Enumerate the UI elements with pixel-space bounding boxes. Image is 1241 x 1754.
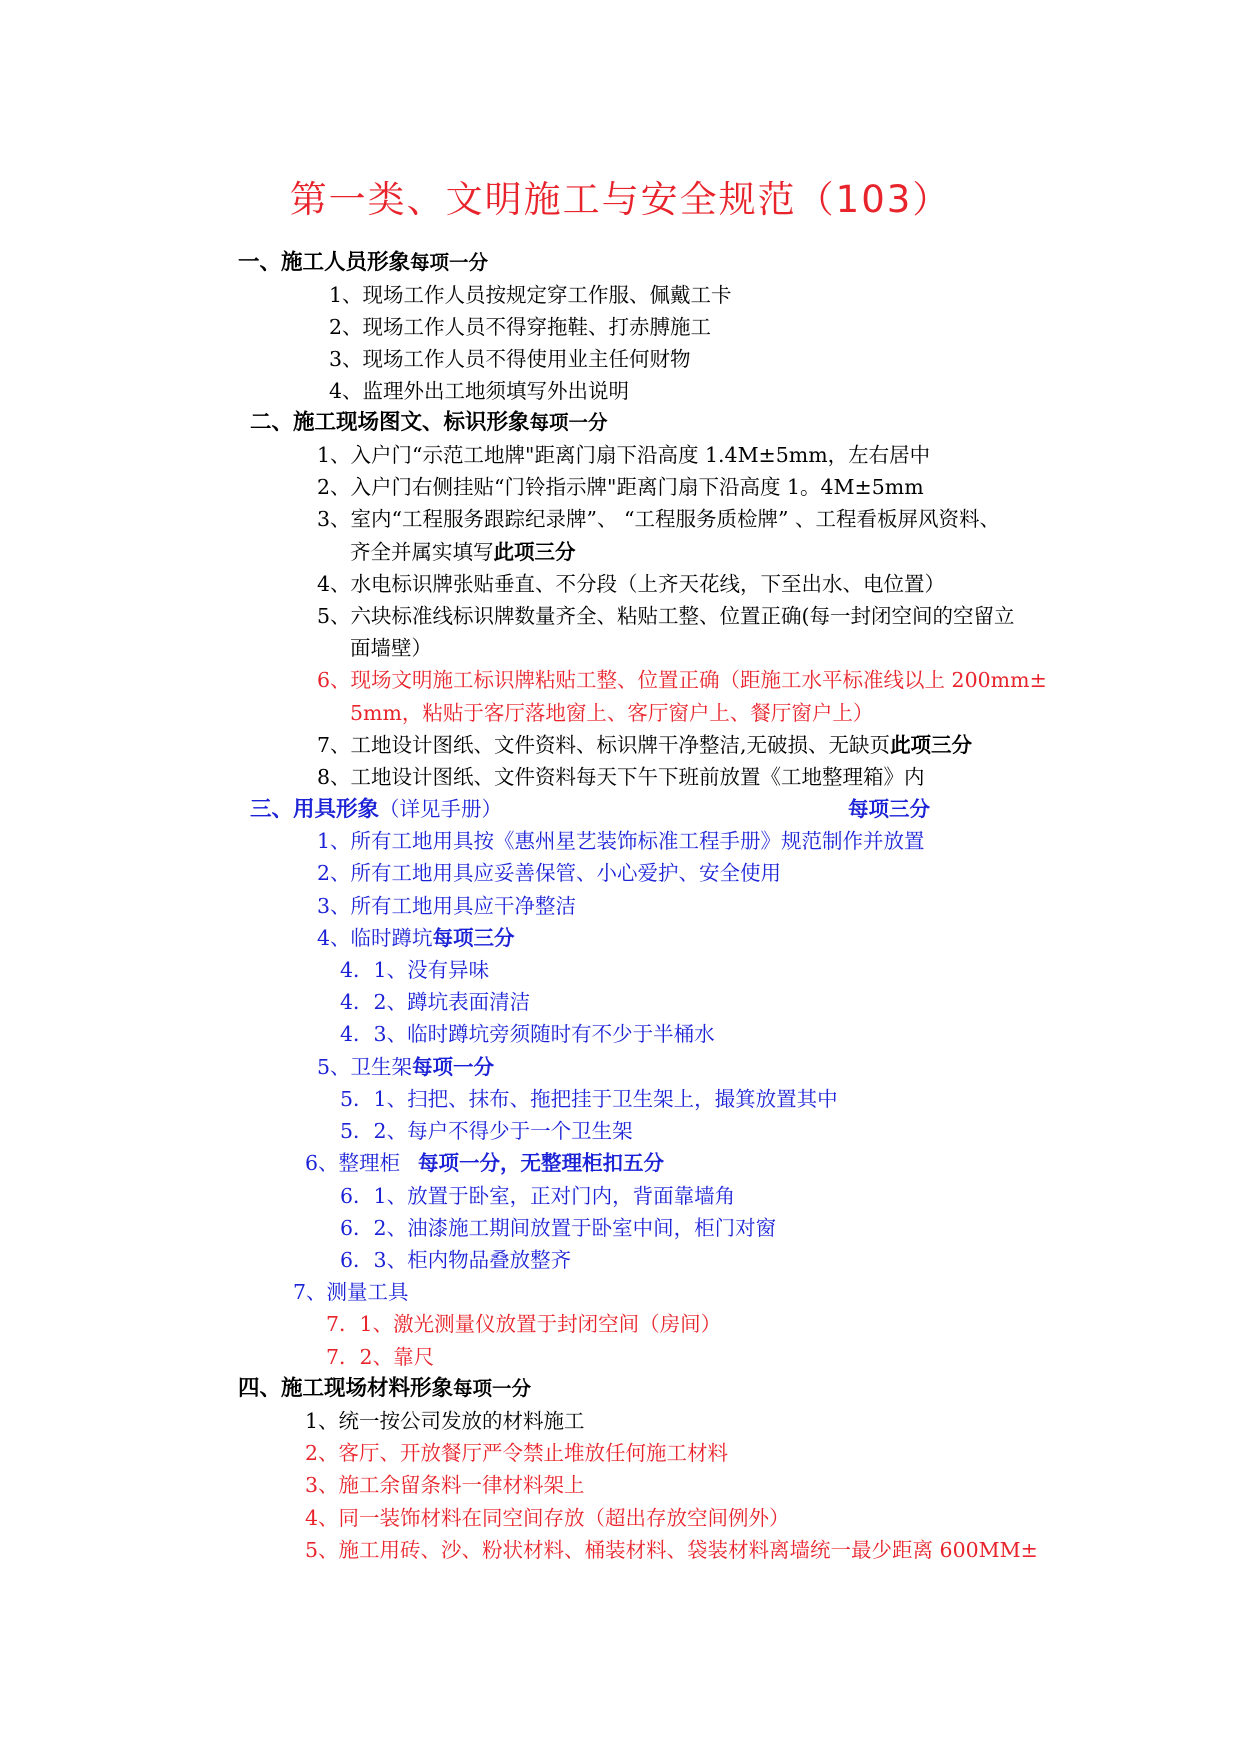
- s4-item-2: 2、客厅、开放餐厅严令禁止堆放任何施工材料: [305, 1441, 729, 1465]
- s2-item-3-score: 此项三分: [493, 540, 576, 564]
- s3-item-6-3: 6．3、柜内物品叠放整齐: [340, 1248, 572, 1272]
- s3-item-5-text: 5、卫生架: [317, 1055, 413, 1079]
- section-2-title: 二、施工现场图文、标识形象: [250, 410, 530, 435]
- section-4-heading: [238, 1374, 531, 1404]
- s2-item-3b: [350, 537, 576, 567]
- section-1-heading: [238, 248, 488, 278]
- s3-item-6-score: 每项一分，无整理柜扣五分: [418, 1151, 665, 1175]
- s2-item-7: [317, 730, 972, 760]
- s4-item-4: 4、同一装饰材料在同空间存放（超出存放空间例外）: [305, 1506, 790, 1530]
- s2-item-5a: 5、六块标准线标识牌数量齐全、粘贴工整、位置正确(每一封闭空间的空留立: [317, 604, 1015, 628]
- s3-item-4-2: 4．2、蹲坑表面清洁: [340, 990, 531, 1014]
- s3-item-5-score: 每项一分: [412, 1055, 495, 1079]
- s2-item-2: 2、入户门右侧挂贴“门铃指示牌"距离门扇下沿高度 1。4M±5mm: [317, 475, 924, 499]
- s1-item-3: 3、现场工作人员不得使用业主任何财物: [329, 347, 691, 371]
- s2-item-7-text: 7、工地设计图纸、文件资料、标识牌干净整洁,无破损、无缺页: [317, 733, 891, 757]
- s3-item-5-1: 5．1、扫把、抹布、拖把挂于卫生架上，撮箕放置其中: [340, 1087, 838, 1111]
- s3-item-6-2: 6．2、油漆施工期间放置于卧室中间，柜门对窗: [340, 1216, 777, 1240]
- s3-item-4-text: 4、临时蹲坑: [317, 926, 433, 950]
- s3-item-7-1: 7．1、激光测量仪放置于封闭空间（房间）: [326, 1312, 722, 1336]
- s3-item-7: 7、测量工具: [293, 1280, 409, 1304]
- section-1-title: 一、施工人员形象: [238, 250, 411, 275]
- s1-item-2: 2、现场工作人员不得穿拖鞋、打赤膊施工: [329, 315, 712, 339]
- section-1-score: 每项一分: [410, 251, 489, 274]
- section-3-heading: [250, 794, 502, 825]
- s3-item-3: 3、所有工地用具应干净整洁: [317, 894, 577, 918]
- s2-item-6a: 6、现场文明施工标识牌粘贴工整、位置正确（距施工水平标准线以上 200mm±: [317, 668, 1047, 692]
- section-2-score: 每项一分: [529, 411, 608, 434]
- s3-item-5: [317, 1052, 494, 1082]
- s4-item-3: 3、施工余留条料一律材料架上: [305, 1473, 585, 1497]
- section-4-title: 四、施工现场材料形象: [238, 1376, 454, 1401]
- s2-item-3b-text: 齐全并属实填写: [350, 540, 494, 564]
- section-3-title: 三、用具形象: [250, 797, 380, 822]
- section-2-heading: [250, 408, 608, 438]
- s3-item-6-text: 6、整理柜: [305, 1151, 401, 1175]
- s2-item-3a: 3、室内“工程服务跟踪纪录牌”、 “工程服务质检牌” 、工程看板屏风资料、: [317, 507, 1000, 531]
- s3-item-6: [305, 1148, 664, 1178]
- s1-item-1: 1、现场工作人员按规定穿工作服、佩戴工卡: [329, 283, 732, 307]
- section-3-note: （详见手册）: [379, 797, 503, 821]
- section-4-score: 每项一分: [453, 1377, 532, 1400]
- s2-item-7-score: 此项三分: [890, 733, 973, 757]
- s3-item-2: 2、所有工地用具应妥善保管、小心爱护、安全使用: [317, 861, 782, 885]
- s1-item-4: 4、监理外出工地须填写外出说明: [329, 379, 630, 403]
- s3-item-1: 1、所有工地用具按《惠州星艺装饰标准工程手册》规范制作并放置: [317, 829, 925, 853]
- s3-item-4-3: 4．3、临时蹲坑旁须随时有不少于半桶水: [340, 1022, 715, 1046]
- s4-item-1: 1、统一按公司发放的材料施工: [305, 1409, 585, 1433]
- s3-item-4-score: 每项三分: [432, 926, 515, 950]
- s2-item-1: 1、入户门“示范工地牌"距离门扇下沿高度 1.4M±5mm，左右居中: [317, 443, 931, 467]
- s3-item-4: [317, 923, 515, 953]
- s2-item-8: 8、工地设计图纸、文件资料每天下午下班前放置《工地整理箱》内: [317, 765, 925, 789]
- s2-item-4: 4、水电标识牌张贴垂直、不分段（上齐天花线，下至出水、电位置）: [317, 572, 946, 596]
- s3-item-4-1: 4．1、没有异味: [340, 958, 490, 982]
- s4-item-5: 5、施工用砖、沙、粉状材料、桶装材料、袋装材料离墙统一最少距离 600MM±: [305, 1538, 1038, 1562]
- s3-item-6-1: 6．1、放置于卧室，正对门内，背面靠墙角: [340, 1184, 736, 1208]
- s2-item-5b: 面墙壁）: [350, 636, 432, 660]
- section-3-score: 每项三分: [848, 797, 930, 821]
- s3-item-5-2: 5．2、每户不得少于一个卫生架: [340, 1119, 633, 1143]
- page-title: 第一类、文明施工与安全规范（103）: [289, 178, 952, 221]
- s2-item-6b: 5mm，粘贴于客厅落地窗上、客厅窗户上、餐厅窗户上）: [350, 701, 874, 725]
- s3-item-7-2: 7．2、靠尺: [326, 1345, 435, 1369]
